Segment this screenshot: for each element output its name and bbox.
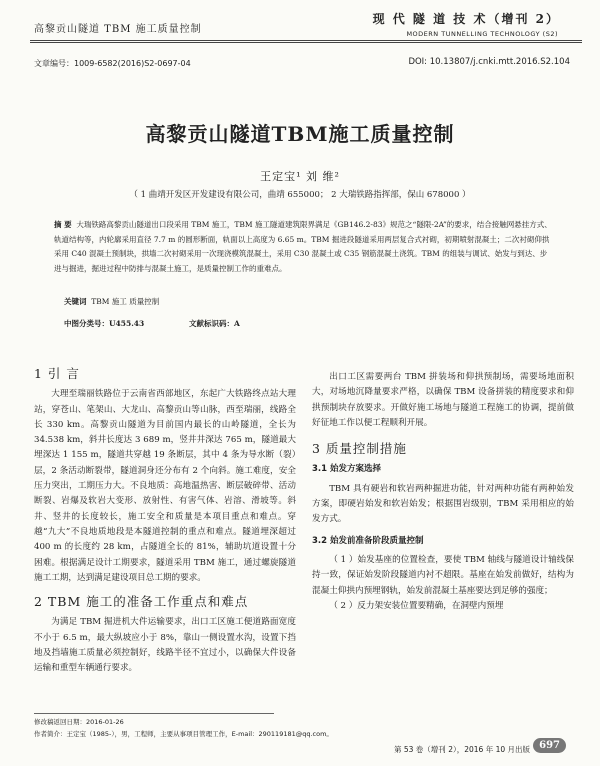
- doi: DOI: 10.13807/j.cnki.mtt.2016.S2.104: [408, 57, 570, 67]
- section-2-paragraph-start: 为满足 TBM 掘进机大件运输要求，出口工区施工便道路面宽度不小于 6.5 m，最大纵坡应小于 8%，靠山一侧设置水沟，设置下挡地及挡墙施工质量必须控制好，线路半径不宜过小，以确保大件设备运输和重型车辆通行要求。: [34, 617, 296, 674]
- clc-label: 中图分类号：: [64, 319, 109, 328]
- section-2-heading: 2 TBM 施工的准备工作重点和难点: [34, 594, 249, 610]
- section-3-1-heading: 3.1 始发方案选择: [312, 464, 382, 475]
- footnote-author: 作者简介：王定宝（1985-），男，工程师，主要从事项目管理工作，E-mail：290119181@qq.com。: [34, 730, 333, 738]
- keywords: [64, 296, 159, 307]
- journal-name-en: MODERN TUNNELLING TECHNOLOGY (S2): [406, 30, 558, 38]
- section-3-2-paragraph-1: （ 1 ）始发基座的位置检查，要使 TBM 轴线与隧道设计轴线保持一致，保证始发阶段隧道内衬不超限。基座在始发前做好，结构为混凝土仰拱内预埋钢轨，始发前混凝土基座要达到足够的强度；: [312, 554, 574, 596]
- abstract: [54, 218, 554, 276]
- section-3-heading: 3 质量控制措施: [312, 441, 407, 457]
- footnote-rule: [34, 713, 274, 714]
- keywords-label: 关键词: [64, 297, 87, 306]
- issue-info: 第 53 卷（增刊 2），2016 年 10 月出版: [394, 745, 530, 754]
- section-3-2-heading: 3.2 始发前准备阶段质量控制: [312, 535, 424, 546]
- running-header-left: 高黎贡山隧道 TBM 施工质量控制: [34, 24, 202, 35]
- right-column: [312, 370, 574, 614]
- section-3-2-paragraph-2: （ 2 ）反力架安装位置要精确，在洞壁内预埋: [329, 600, 504, 611]
- header-rule-thin: [30, 42, 582, 43]
- paper-title: 高黎贡山隧道TBM施工质量控制: [145, 122, 455, 146]
- authors: 王定宝¹ 刘 维²: [260, 170, 340, 183]
- header-rule: [30, 40, 582, 41]
- article-number: 文章编号：1009-6582(2016)S2-0697-04: [34, 59, 191, 68]
- doc-code-label: 文献标识码：: [189, 319, 235, 328]
- left-column: [34, 366, 296, 677]
- footnote-received: 修改稿返回日期：2016-01-26: [34, 718, 124, 726]
- abstract-text: 大瑞铁路高黎贡山隧道出口段采用 TBM 施工，TBM 施工隧道建筑限界满足《GB146.2-83》规范之“隧限-2A”的要求，结合接触网悬挂方式、轨道结构等，内轮廓采用直径 7.7 m 的圆形断面，轨面以上高度为 6.65 m。TBM 掘进段隧道采用两层复合式衬砌，初期喷射混凝土；二次衬砌仰拱采用 C40 混凝土预制块，拱墙二次衬砌采用一次现浇模筑混凝土，采用 C30 混凝土或 C35 钢筋混凝土浇筑。TBM 的组装与调试、始发与到达、步进与掘进，掘进过程中防排与混凝土施工，是质量控制工作的重难点。: [54, 220, 552, 273]
- section-2-paragraph-2: 出口工区需要两台 TBM 拼装场和仰拱预制场，需要场地面积大，对场地沉降量要求严格，以确保 TBM 设备拼装的精度要求和仰拱预制块存放要求。开做好施工场地与隧道工程施工的协调，提前做好征地工作以便工程顺利开展。: [312, 372, 574, 428]
- journal-name-cn: 现 代 隧 道 技 术（增刊 2）: [372, 12, 560, 26]
- keywords-text: TBM 施工 质量控制: [91, 297, 160, 306]
- section-1-paragraph: 大理至瑞丽铁路位于云南省西部地区，东起广大铁路终点站大理站，穿苍山、笔架山、大龙山、高黎贡山等山脉，西至瑞丽，线路全长 330 km。高黎贡山隧道为目前国内最长的山岭隧道，全长为 34.538 km，斜井长度达 3 689 m，竖井井深达 765 m，隧道最大埋深达 1 155 m，隧道共穿越 19 条断层，其中 4 条为导水断（裂）层，2 条活动断裂带，隧道洞身还分布有 2 个向斜。施工难度，安全压力突出，工期压力大。不良地质：高地温热害、断层破碎带、活动断裂、岩爆及软岩大变形、放射性、有害气体、岩溶、滑坡等。斜井、竖井的长度较长，施工安全和质量是本项目重点和难点。穿越“九大”不良地质地段是本隧道控制的重点和难点。隧道埋深超过 400 m 的长度约 28 km，占隧道全长的 81%，辅助坑道设置十分困难。根据满足设计工期要求，隧道采用 TBM 施工，通过螺旋隧道施工工期，达到满足建设项目总工期的要求。: [34, 389, 296, 583]
- affiliation: （ 1 曲靖开发区开发建设有限公司，曲靖 655000； 2 大瑞铁路指挥部，保山 678000 ）: [129, 190, 471, 200]
- page-number: 697: [533, 738, 566, 753]
- classification: [64, 318, 240, 329]
- clc-value: U455.43: [109, 319, 145, 328]
- abstract-label: 摘 要: [54, 220, 72, 229]
- section-3-1-paragraph: TBM 具有硬岩和软岩两种掘进功能，针对两种功能有两种始发方案，即硬岩始发和软岩始发；根据围岩级别，TBM 采用相应的始发方式。: [312, 483, 574, 525]
- section-1-heading: 1 引 言: [34, 366, 80, 381]
- doc-code-value: A: [234, 319, 240, 328]
